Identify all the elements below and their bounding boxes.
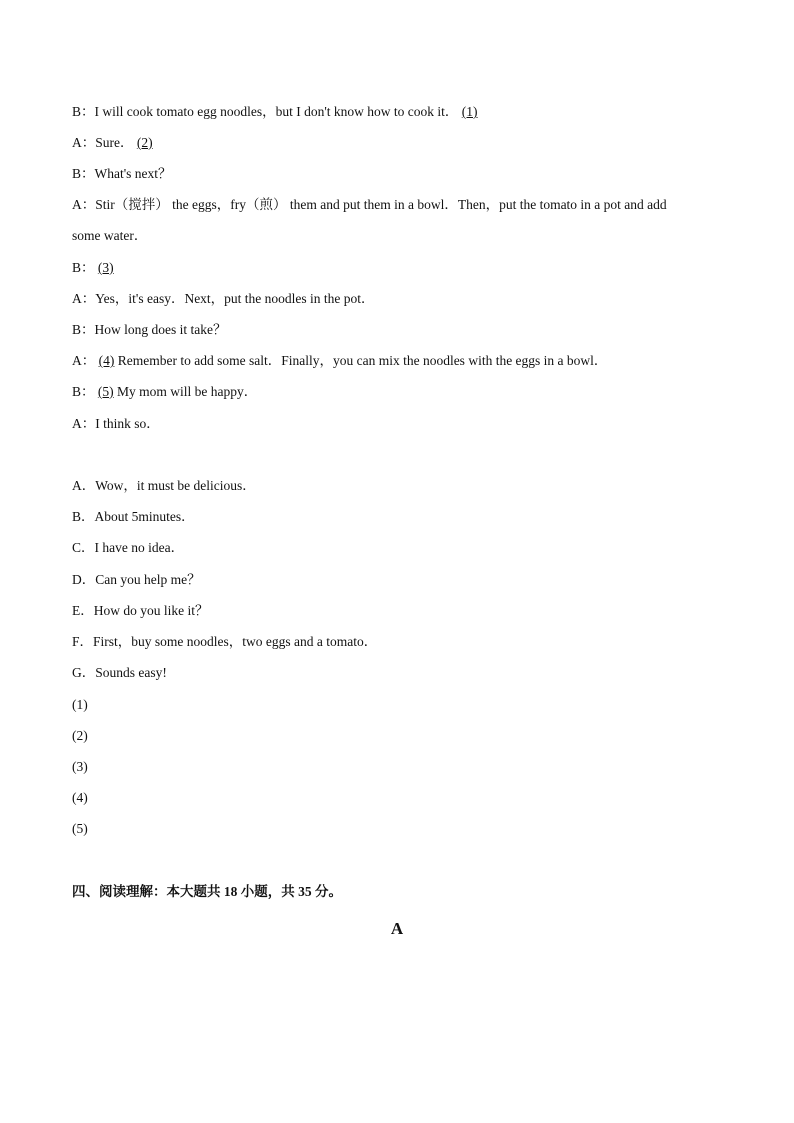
speaker-label: A： — [72, 416, 96, 431]
speaker-label: B： — [72, 322, 95, 337]
speaker-label: A： — [72, 291, 96, 306]
speaker-label: A： — [72, 197, 96, 212]
speaker-label: B： — [72, 260, 95, 275]
answer-slot-5[interactable]: (5) — [72, 821, 88, 836]
dialogue-line — [72, 352, 607, 370]
dialogue-line — [72, 321, 227, 339]
dialogue-line — [72, 134, 153, 152]
dialogue-text: How long does it take？ — [94, 322, 227, 337]
dialogue-text: My mom will be happy． — [117, 384, 258, 399]
option-a: A．Wow，it must be delicious． — [72, 478, 256, 493]
dialogue-text: Stir（搅拌） the eggs，fry（煎） them and put them in a bowl．Then，put the tomato in a pot and add — [95, 197, 667, 212]
answer-slot-2[interactable]: (2) — [72, 728, 88, 743]
dialogue-line — [72, 259, 114, 277]
answer-slot-4[interactable]: (4) — [72, 790, 88, 805]
speaker-label: A： — [72, 353, 96, 368]
dialogue-line — [72, 196, 667, 214]
answer-slot-3[interactable]: (3) — [72, 759, 88, 774]
answer-blank[interactable]: (4) — [98, 353, 115, 368]
dialogue-line — [72, 103, 478, 121]
dialogue-text: What's next？ — [94, 166, 172, 181]
option-g: G．Sounds easy! — [72, 665, 167, 680]
dialogue-line — [72, 165, 172, 183]
passage-title: A — [390, 919, 404, 938]
speaker-label: B： — [72, 384, 95, 399]
dialogue-line — [72, 290, 375, 308]
option-e: E．How do you like it？ — [72, 603, 209, 618]
dialogue-line — [72, 415, 160, 433]
speaker-label: B： — [72, 104, 95, 119]
dialogue-text: some water． — [72, 228, 148, 243]
section-heading: 四、阅读理解：本大题共 18 小题，共 35 分。 — [72, 884, 342, 899]
dialogue-line — [72, 383, 257, 401]
dialogue-line — [72, 227, 147, 245]
speaker-label: A： — [72, 135, 96, 150]
speaker-label: B： — [72, 166, 95, 181]
answer-slot-1[interactable]: (1) — [72, 697, 88, 712]
dialogue-text: Sure． — [95, 135, 134, 150]
option-f: F．First，buy some noodles，two eggs and a tomato． — [72, 634, 378, 649]
dialogue-text: Yes，it's easy．Next，put the noodles in the pot． — [95, 291, 375, 306]
dialogue-text: I think so． — [95, 416, 160, 431]
answer-blank[interactable]: (5) — [97, 384, 114, 399]
option-b: B．About 5minutes． — [72, 509, 195, 524]
answer-blank[interactable]: (3) — [97, 260, 114, 275]
dialogue-text: I will cook tomato egg noodles，but I don't know how to cook it． — [94, 104, 459, 119]
answer-blank[interactable]: (1) — [461, 104, 478, 119]
answer-blank[interactable]: (2) — [136, 135, 153, 150]
option-d: D．Can you help me？ — [72, 572, 201, 587]
option-c: C．I have no idea． — [72, 540, 185, 555]
dialogue-text: Remember to add some salt．Finally，you can mix the noodles with the eggs in a bowl． — [117, 353, 608, 368]
